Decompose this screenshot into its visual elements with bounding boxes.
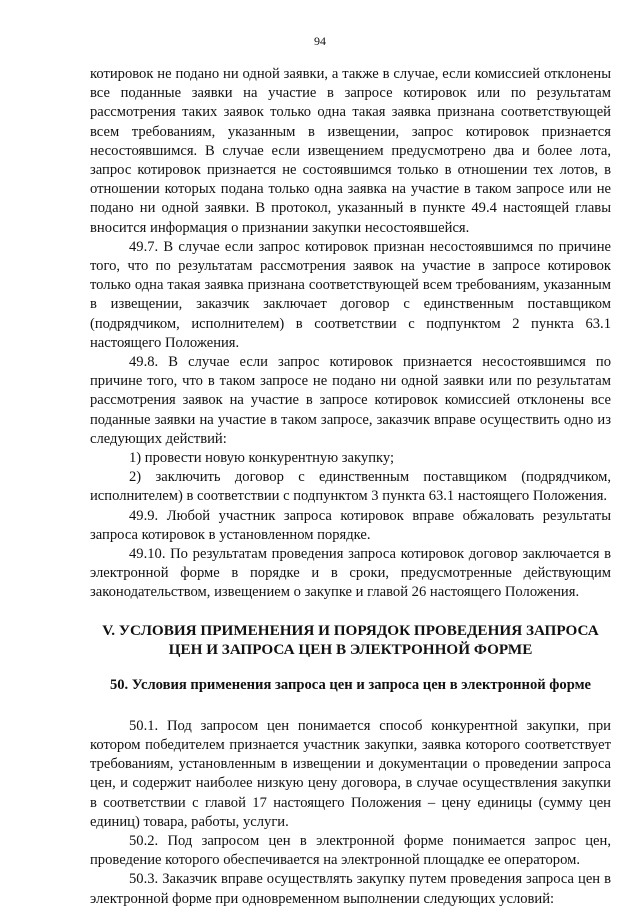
chapter-heading: 50. Условия применения запроса цен и запроса цен в электронной форме bbox=[109, 676, 592, 693]
paragraph-49-8: 49.8. В случае если запрос котировок признается несостоявшимся по причине того, что в таком запросе не подано ни одной заявки или по результатам рассмотрения заявок на участие в запросе котировок комиссией отклонены все поданные заявки на участие в таком запросе, заказчик вправе осуществить одно из следующих действий: bbox=[90, 354, 611, 447]
paragraph-49-10: 49.10. По результатам проведения запроса котировок договор заключается в электронной форме в порядке и в сроки, предусмотренные действующим законодательством, извещением о закупке и главой 26 настоящего Положения. bbox=[90, 546, 611, 601]
section-heading-line-2: ЦЕН И ЗАПРОСА ЦЕН В ЭЛЕКТРОННОЙ ФОРМЕ bbox=[168, 640, 533, 658]
paragraph-continuation: котировок не подано ни одной заявки, а также в случае, если комиссией отклонены все поданные заявки на участие в запросе котировок или по результатам рассмотрения таких заявок только одна такая заявка признана соответствующей всем требованиям, указанным в извещении, запрос котировок признается несостоявшимся. В случае если извещением предусмотрено два и более лота, запрос котировок признается не состоявшимся только в отношении тех лотов, в отношении которых подана только одна заявка на участие в таком запросе или не подано ни одной заявки. В протокол, указанный в пункте 49.4 настоящей главы вносится информация о признании закупки несостоявшейся. bbox=[90, 66, 611, 236]
paragraph-49-7: 49.7. В случае если запрос котировок признан несостоявшимся по причине того, что по результатам рассмотрения заявок на участие в запросе котировок только одна такая заявка признана соответствующей всем требованиям, указанным в извещении, заказчик заключает договор с единственным поставщиком (подрядчиком, исполнителем) в соответствии с подпунктом 2 пункта 63.1 настоящего Положения. bbox=[90, 238, 611, 351]
paragraph-50-2: 50.2. Под запросом цен в электронной форме понимается запрос цен, проведение которого обеспечивается на электронной площадке ее оператором. bbox=[90, 832, 611, 869]
section-heading-line-1: V. УСЛОВИЯ ПРИМЕНЕНИЯ И ПОРЯДОК ПРОВЕДЕНИЯ ЗАПРОСА bbox=[102, 621, 599, 639]
list-item-2: 2) заключить договор с единственным поставщиком (подрядчиком, исполнителем) в соответствии с подпунктом 3 пункта 63.1 настоящего Положения. bbox=[90, 469, 611, 505]
document-body bbox=[90, 65, 611, 909]
list-item-1: 1) провести новую конкурентную закупку; bbox=[129, 450, 395, 467]
paragraph-50-3: 50.3. Заказчик вправе осуществлять закупку путем проведения запроса цен в электронной форме при одновременном выполнении следующих условий: bbox=[90, 871, 611, 907]
section-heading bbox=[90, 621, 611, 659]
page-number: 94 bbox=[314, 34, 326, 48]
paragraph-50-1: 50.1. Под запросом цен понимается способ конкурентной закупки, при котором победителем признается участник закупки, заявка которого соответствует требованиям, установленным в извещении и документации о проведении запроса цен, и содержит наиболее низкую цену договора, в случае осуществления закупки в соответствии с главой 17 настоящего Положения – цену единицы (сумму цен единиц) товара, работы, услуги. bbox=[90, 717, 611, 830]
paragraph-49-9: 49.9. Любой участник запроса котировок вправе обжаловать результаты запроса котировок в установленном порядке. bbox=[90, 507, 611, 543]
